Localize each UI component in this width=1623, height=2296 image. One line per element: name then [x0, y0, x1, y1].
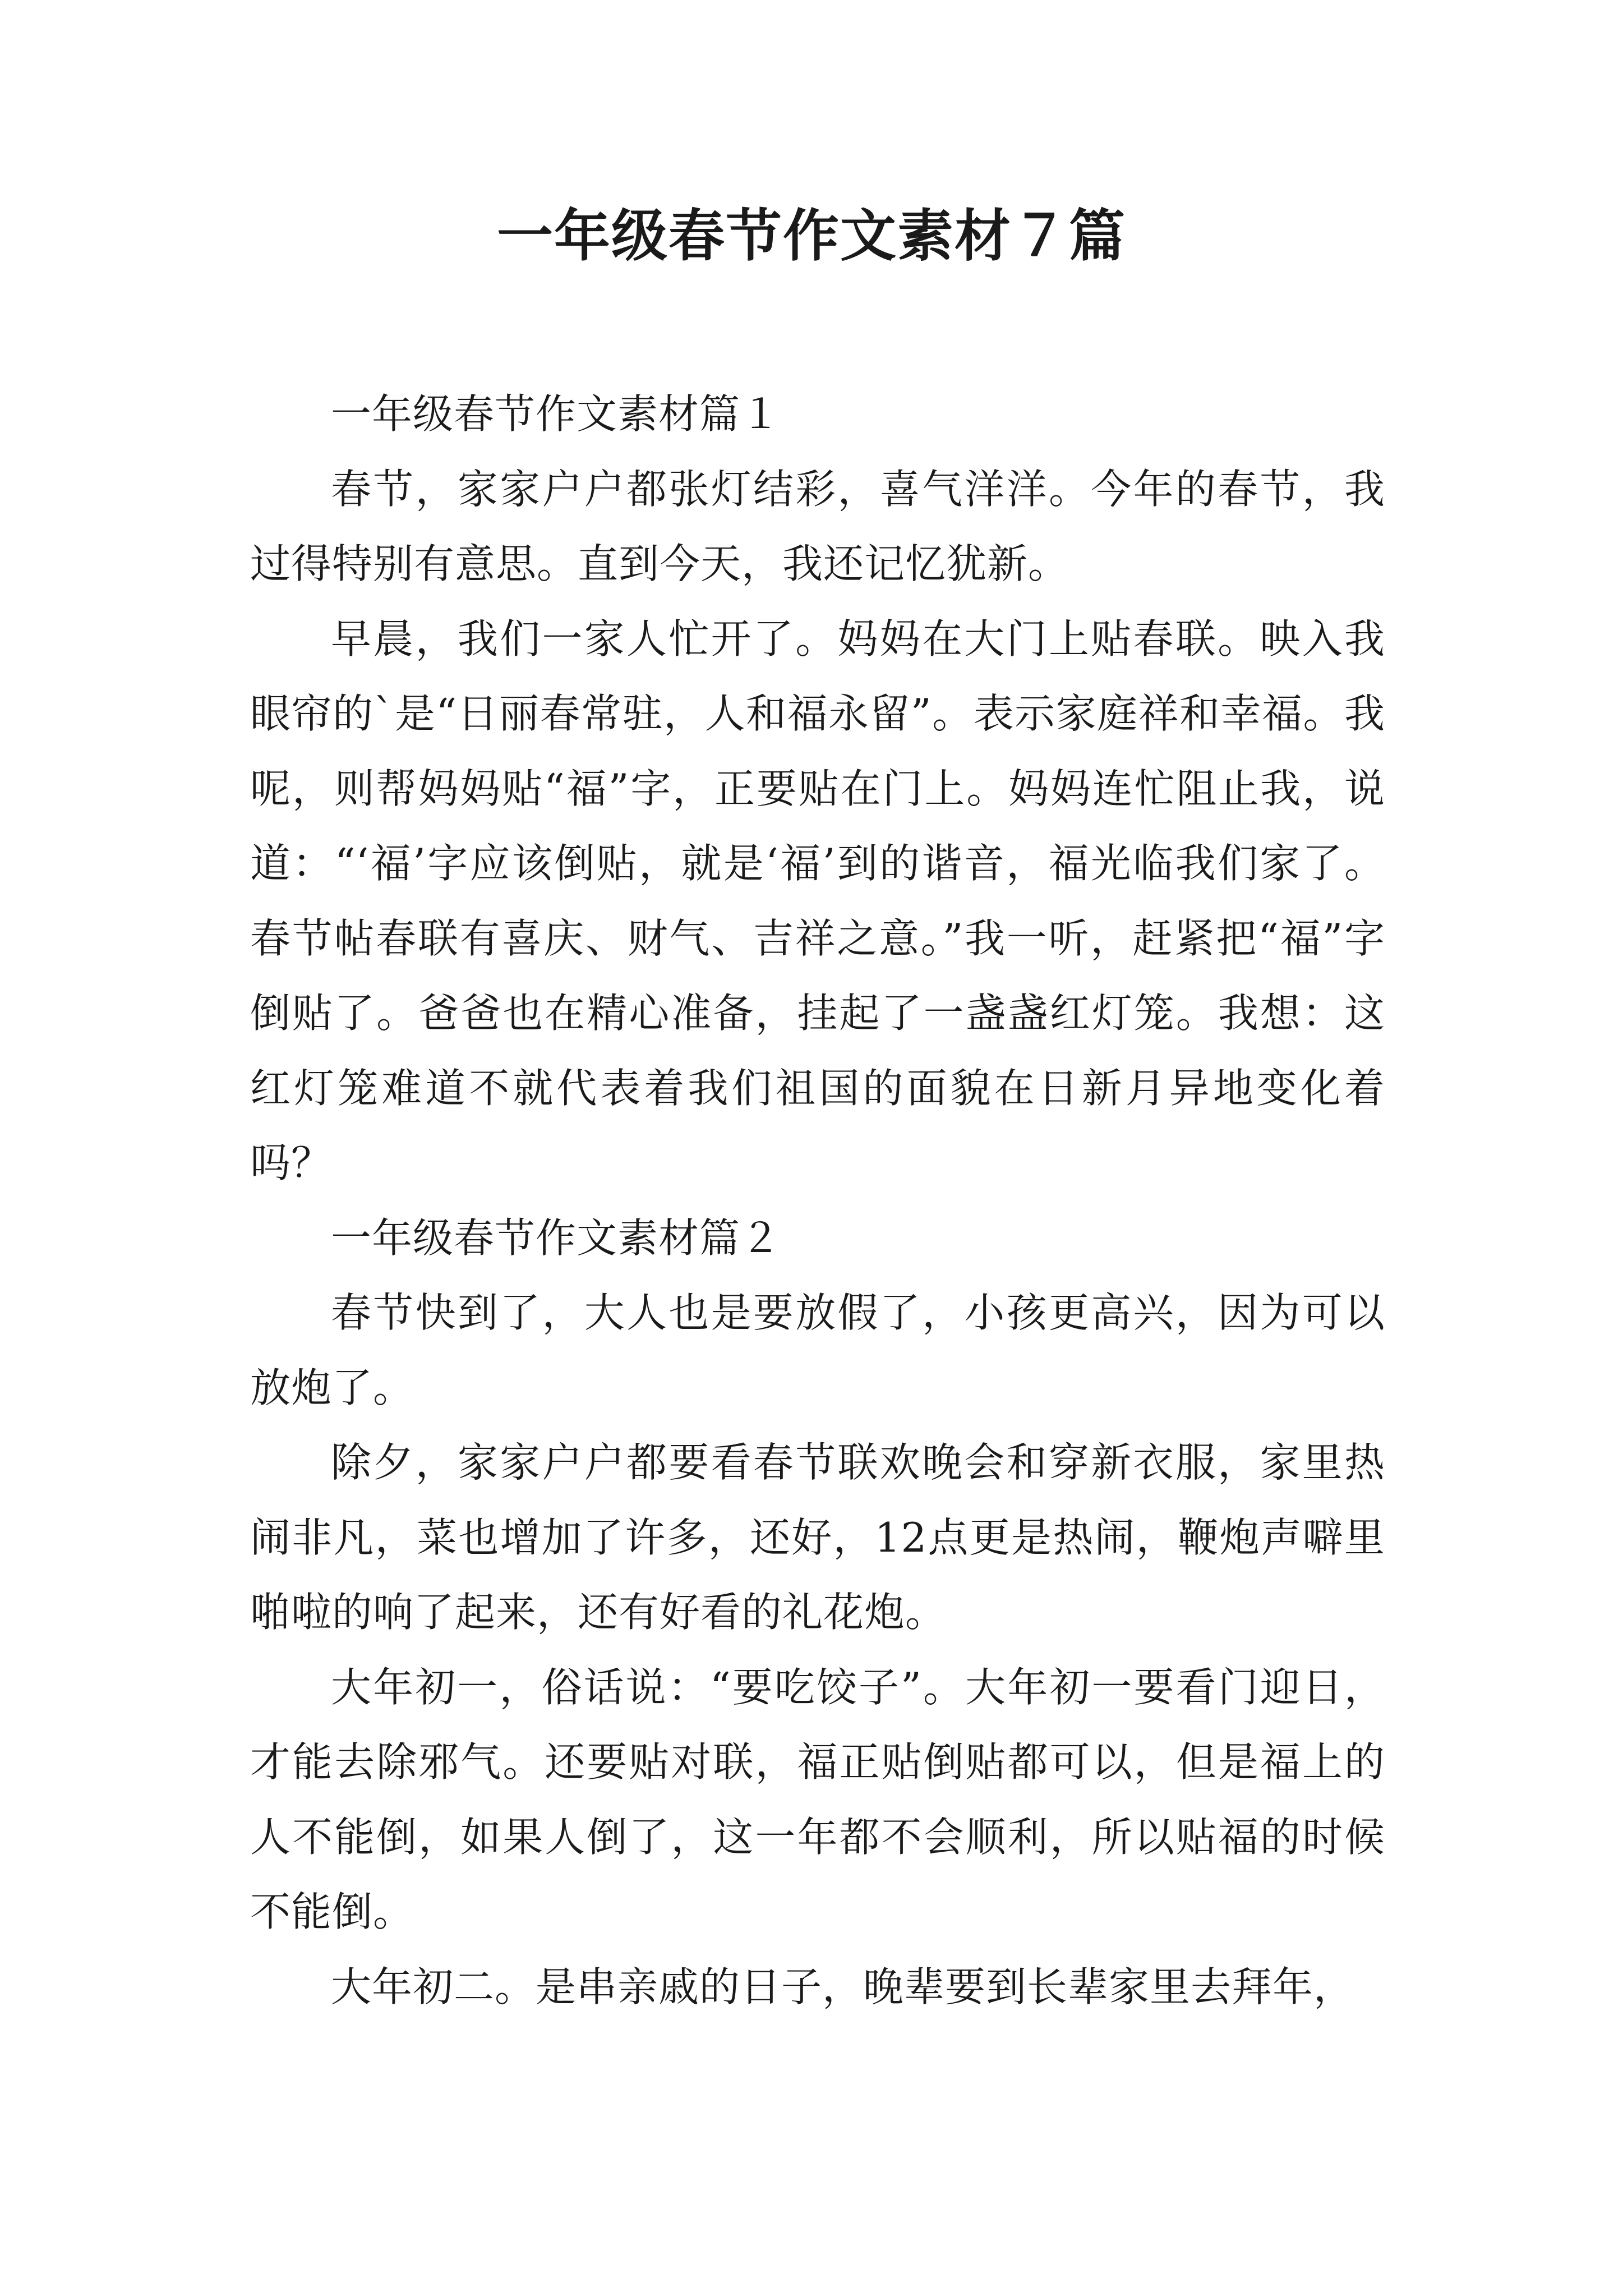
paragraph: 除夕，家家户户都要看春节联欢晚会和穿新衣服，家里热闹非凡，菜也增加了许多，还好，12点更是热闹，鞭炮声噼里啪啦的响了起来，还有好看的礼花炮。 [250, 1439, 1385, 1636]
section-heading-2: 一年级春节作文素材篇２ [331, 1214, 782, 1262]
document-title: 一年级春节作文素材７篇 [497, 203, 1126, 269]
paragraph: 早晨，我们一家人忙开了。妈妈在大门上贴春联。映入我眼帘的`是“日丽春常驻，人和福永留”。表示家庭祥和幸福。我呢，则帮妈妈贴“福”字，正要贴在门上。妈妈连忙阻止我，说道：“‘福’字应该倒贴，就是‘福’到的谐音，福光临我们家了。春节帖春联有喜庆、财气、吉祥之意。”我一听，赶紧把“福”字倒贴了。爸爸也在精心准备，挂起了一盏盏红灯笼。我想：这红灯笼难道不就代表着我们祖国的面貌在日新月异地变化着吗？ [250, 615, 1385, 1186]
section-heading-1: 一年级春节作文素材篇１ [331, 390, 782, 438]
paragraph: 大年初二。是串亲戚的日子，晚辈要到长辈家里去拜年， [331, 1963, 1355, 2010]
paragraph: 春节，家家户户都张灯结彩，喜气洋洋。今年的春节，我过得特别有意思。直到今天，我还记忆犹新。 [250, 465, 1385, 587]
paragraph: 春节快到了，大人也是要放假了，小孩更高兴，因为可以放炮了。 [250, 1289, 1385, 1411]
document-body [250, 377, 1385, 2024]
paragraph: 大年初一，俗话说：“要吃饺子”。大年初一要看门迎日，才能去除邪气。还要贴对联，福正贴倒贴都可以，但是福上的人不能倒，如果人倒了，这一年都不会顺利，所以贴福的时候不能倒。 [250, 1663, 1385, 1935]
